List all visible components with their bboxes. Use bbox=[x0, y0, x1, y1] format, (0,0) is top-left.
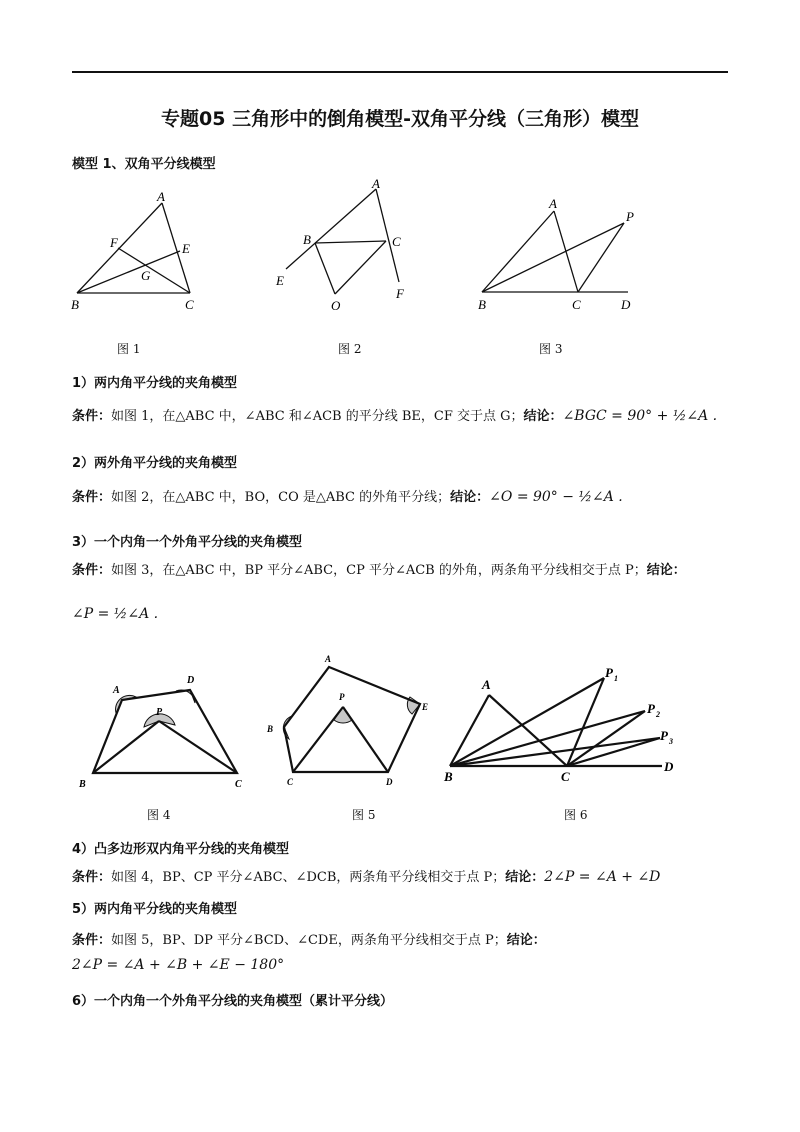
section-5-cond: 如图 5，BP、DP 平分∠BCD、∠CDE，两条角平分线相交于点 P； bbox=[111, 933, 507, 948]
figure-1 bbox=[60, 185, 220, 315]
fig6-label-p3: P bbox=[660, 728, 668, 743]
fig4-label-b: B bbox=[79, 779, 86, 790]
fig2-label-a: A bbox=[372, 176, 380, 191]
fig2-edge-bc bbox=[315, 241, 386, 243]
fig3-label-b: B bbox=[478, 297, 486, 312]
fig6-label-c: C bbox=[561, 769, 570, 784]
section-2-formula: ∠O = 90° − ½∠A . bbox=[489, 489, 623, 505]
section-1-text bbox=[72, 405, 717, 424]
section-4-formula: 2∠P = ∠A + ∠D bbox=[544, 869, 661, 885]
fig6-label-p1-sub: 1 bbox=[614, 674, 618, 683]
section-1-cond: 如图 1，在△ABC 中，∠ABC 和∠ACB 的平分线 BE，CF 交于点 G； bbox=[111, 409, 524, 424]
fig6-label-p2: P bbox=[647, 701, 655, 716]
fig6-label-d: D bbox=[664, 759, 674, 774]
figure-2 bbox=[268, 175, 418, 320]
section-5-cond-label: 条件： bbox=[72, 933, 112, 948]
fig2-label-b: B bbox=[303, 232, 311, 247]
fig6-label-p3-sub: 3 bbox=[669, 737, 673, 746]
section-1-heading: 1）两内角平分线的夹角模型 bbox=[72, 376, 238, 391]
section-3-text bbox=[72, 559, 686, 578]
fig6-bisector-bp2 bbox=[450, 711, 645, 766]
fig5-bisector-dp bbox=[343, 707, 388, 772]
fig4-quadrilateral bbox=[93, 690, 237, 773]
fig6-label-p1: P bbox=[605, 665, 613, 680]
section-5-formula: 2∠P = ∠A + ∠B + ∠E − 180° bbox=[72, 957, 285, 973]
fig5-label-c: C bbox=[287, 777, 294, 787]
fig3-bisector-cp bbox=[578, 223, 624, 292]
fig3-edge-ba bbox=[482, 211, 554, 292]
fig2-edge-co bbox=[335, 241, 386, 294]
fig3-label-d: D bbox=[621, 297, 631, 312]
section-5-concl-label: 结论： bbox=[506, 933, 546, 948]
fig2-label-o: O bbox=[331, 298, 341, 313]
fig1-label-f: F bbox=[110, 235, 118, 250]
section-4-concl-label: 结论： bbox=[505, 870, 545, 885]
fig3-label-p: P bbox=[626, 209, 634, 224]
figure-5 bbox=[262, 650, 442, 790]
fig2-label-f: F bbox=[396, 286, 404, 301]
fig4-label-p: P bbox=[156, 707, 163, 718]
fig5-bisector-cp bbox=[293, 707, 343, 772]
section-1-formula: ∠BGC = 90° + ½∠A . bbox=[562, 408, 718, 424]
fig4-label-a: A bbox=[113, 685, 120, 696]
caption-fig6: 图 6 bbox=[564, 808, 588, 822]
section-2-heading: 2）两外角平分线的夹角模型 bbox=[72, 456, 238, 471]
caption-fig4: 图 4 bbox=[147, 808, 171, 822]
section-4-text bbox=[72, 866, 660, 885]
figure-3 bbox=[470, 195, 650, 315]
fig4-label-d: D bbox=[187, 675, 195, 686]
section-1-cond-label: 条件： bbox=[72, 409, 112, 424]
section-3-cond-label: 条件： bbox=[72, 563, 112, 578]
section-5-formula-line bbox=[72, 957, 284, 973]
fig1-bisector-cf bbox=[118, 248, 190, 293]
figure-6 bbox=[440, 660, 690, 790]
section-3-cond: 如图 3，在△ABC 中，BP 平分∠ABC，CP 平分∠ACB 的外角，两条角平分线相交于点 P； bbox=[111, 563, 647, 578]
fig2-edge-bo bbox=[315, 243, 335, 294]
model-heading: 模型 1、双角平分线模型 bbox=[72, 157, 216, 172]
section-2-cond: 如图 2，在△ABC 中，BO，CO 是△ABC 的外角平分线； bbox=[111, 490, 451, 505]
fig5-label-d: D bbox=[386, 777, 393, 787]
fig1-label-e: E bbox=[182, 241, 190, 256]
fig3-label-c: C bbox=[572, 297, 581, 312]
section-3-heading: 3）一个内角一个外角平分线的夹角模型 bbox=[72, 535, 303, 550]
section-6-heading: 6）一个内角一个外角平分线的夹角模型（累计平分线） bbox=[72, 994, 394, 1009]
fig6-bisector-bp3 bbox=[450, 738, 660, 766]
section-3-formula-line bbox=[72, 606, 158, 622]
caption-fig2: 图 2 bbox=[338, 342, 362, 356]
fig6-bisector-cp3 bbox=[567, 738, 660, 766]
fig4-label-c: C bbox=[235, 779, 242, 790]
page-title: 专题05 三角形中的倒角模型-双角平分线（三角形）模型 bbox=[161, 108, 639, 130]
fig3-label-a: A bbox=[549, 196, 557, 211]
fig5-label-e: E bbox=[422, 702, 429, 712]
fig6-label-b: B bbox=[444, 769, 453, 784]
section-3-formula: ∠P = ½∠A . bbox=[72, 606, 159, 622]
caption-fig5: 图 5 bbox=[352, 808, 376, 822]
figure-4 bbox=[75, 665, 245, 790]
fig5-label-p: P bbox=[339, 692, 345, 702]
section-2-concl-label: 结论： bbox=[450, 490, 490, 505]
section-3-concl-label: 结论： bbox=[646, 563, 686, 578]
fig1-label-b: B bbox=[71, 297, 79, 312]
section-1-concl-label: 结论： bbox=[523, 409, 563, 424]
fig1-label-c: C bbox=[185, 297, 194, 312]
fig2-label-c: C bbox=[392, 234, 401, 249]
section-2-text bbox=[72, 486, 623, 505]
fig1-label-a: A bbox=[157, 189, 165, 204]
fig4-bisector-cp bbox=[159, 721, 237, 773]
fig2-label-e: E bbox=[276, 273, 284, 288]
fig6-label-a: A bbox=[482, 677, 491, 692]
fig5-label-b: B bbox=[267, 724, 274, 734]
fig3-bisector-bp bbox=[482, 223, 624, 292]
caption-fig3: 图 3 bbox=[539, 342, 563, 356]
section-4-cond: 如图 4，BP、CP 平分∠ABC、∠DCB，两条角平分线相交于点 P； bbox=[111, 870, 506, 885]
caption-fig1: 图 1 bbox=[117, 342, 141, 356]
fig2-line-eba bbox=[286, 189, 376, 269]
fig1-bisector-be bbox=[77, 251, 180, 293]
section-5-heading: 5）两内角平分线的夹角模型 bbox=[72, 902, 238, 917]
top-rule bbox=[72, 71, 728, 73]
section-2-cond-label: 条件： bbox=[72, 490, 112, 505]
fig1-label-g: G bbox=[141, 268, 151, 283]
section-4-heading: 4）凸多边形双内角平分线的夹角模型 bbox=[72, 842, 290, 857]
section-5-text bbox=[72, 929, 546, 948]
fig6-label-p2-sub: 2 bbox=[656, 710, 660, 719]
section-4-cond-label: 条件： bbox=[72, 870, 112, 885]
fig5-label-a: A bbox=[325, 654, 332, 664]
